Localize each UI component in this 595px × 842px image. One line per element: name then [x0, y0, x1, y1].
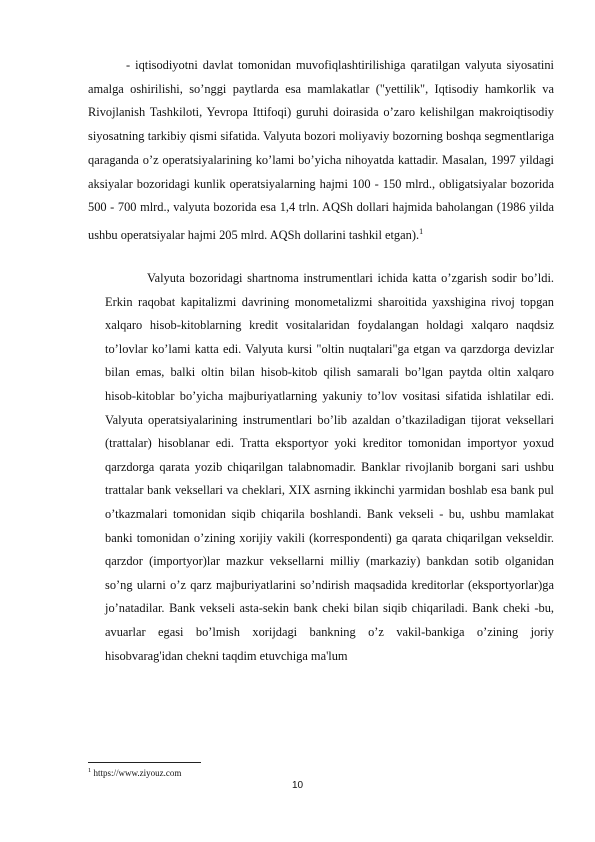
footnote-link[interactable]: https://www.ziyouz.com	[91, 768, 182, 778]
page-number: 10	[291, 780, 304, 791]
footnote-reference: 1	[419, 226, 424, 236]
footnote	[88, 765, 181, 779]
paragraph-1-text: - iqtisodiyotni davlat tomonidan muvofiqlashtirilishiga qaratilgan valyuta siyosatini amalga oshirilishi, so’nggi paytlarda esa mamlakatlar ("yettilik", Iqtisodiy hamkorlik va Rivojlanish Tashkiloti, Yevropa Ittifoqi) guruhi doirasida o’zaro kelishilgan makroiqtisodiy siyosatning tarkibiy qismi sifatida. Valyuta bozori moliyaviy bozorning boshqa segmentlariga qaraganda o’z operatsiyalarining ko’lami bo’yicha nihoyatda kattadir. Masalan, 1997 yildagi aksiyalar bozoridagi kunlik operatsiyalarning hajmi 100 - 150 mlrd., obligatsiyalar bozorida 500 - 700 mlrd., valyuta bozorida esa 1,4 trln. AQSh dollari hajmida baholangan (1986 yilda ushbu operatsiyalar hajmi 205 mlrd. AQSh dollarini tashkil etgan).	[88, 58, 554, 243]
paragraph-2-text: Valyuta bozoridagi shartnoma instrumentlari ichida katta o’zgarish sodir bo’ldi. Erkin raqobat kapitalizmi davrining monometalizmi sharoitida yaxshigina rivoj topgan xalqaro hisob-kitoblarning kredit vositalaridan foydalangan holdagi xalqaro naqdsiz to’lovlar ko’lami katta edi. Valyuta kursi "oltin nuqtalari"ga etgan va qarzdorga devizlar bilan emas, balki oltin bilan hisob-kitob qilish samarali bo’lgan paytda oltin xalqaro hisob-kitoblar bo’yicha majburiyatlarning yakuniy to’lov vositasi sifatida ishlatilar edi. Valyuta operatsiyalarining instrumentlari bo’lib azaldan o’tkaziladigan tijorat veksellari (trattalar) hisoblanar edi. Tratta eksportyor yoki kreditor tomonidan importyor yoxud qarzdorga qarata yozib chiqarilgan talabnomadir. Banklar rivojlanib borgani sari ushbu trattalar bank veksellari va cheklari, XIX asrning ikkinchi yarmidan boshlab esa bank pul o’tkazmalari tomonidan siqib chiqarila boshlandi. Bank vekseli - bu, ushbu mamlakat banki tomonidan o’zining xorijiy vakili (korrespondenti) ga qarata chiqarilgan vekseldir. qarzdor (importyor)lar mazkur veksellarni milliy (markaziy) bankdan sotib olganidan so’ng ularni o’z qarz majburiyatlarini so’ndirish maqsadida kreditorlar (eksportyorlar)ga jo’natadilar. Bank vekseli asta-sekin bank cheki bilan siqib chiqariladi. Bank cheki -bu, avuarlar egasi bo’lmish xorijdagi bankning o’z vakil-bankiga o’zining joriy hisobvarag'idan chekni taqdim etuvchiga ma'lum	[105, 271, 554, 663]
paragraph-2	[105, 267, 554, 668]
footnote-divider	[88, 762, 201, 763]
paragraph-1	[88, 54, 554, 248]
footnote-marker: 1	[88, 767, 92, 774]
